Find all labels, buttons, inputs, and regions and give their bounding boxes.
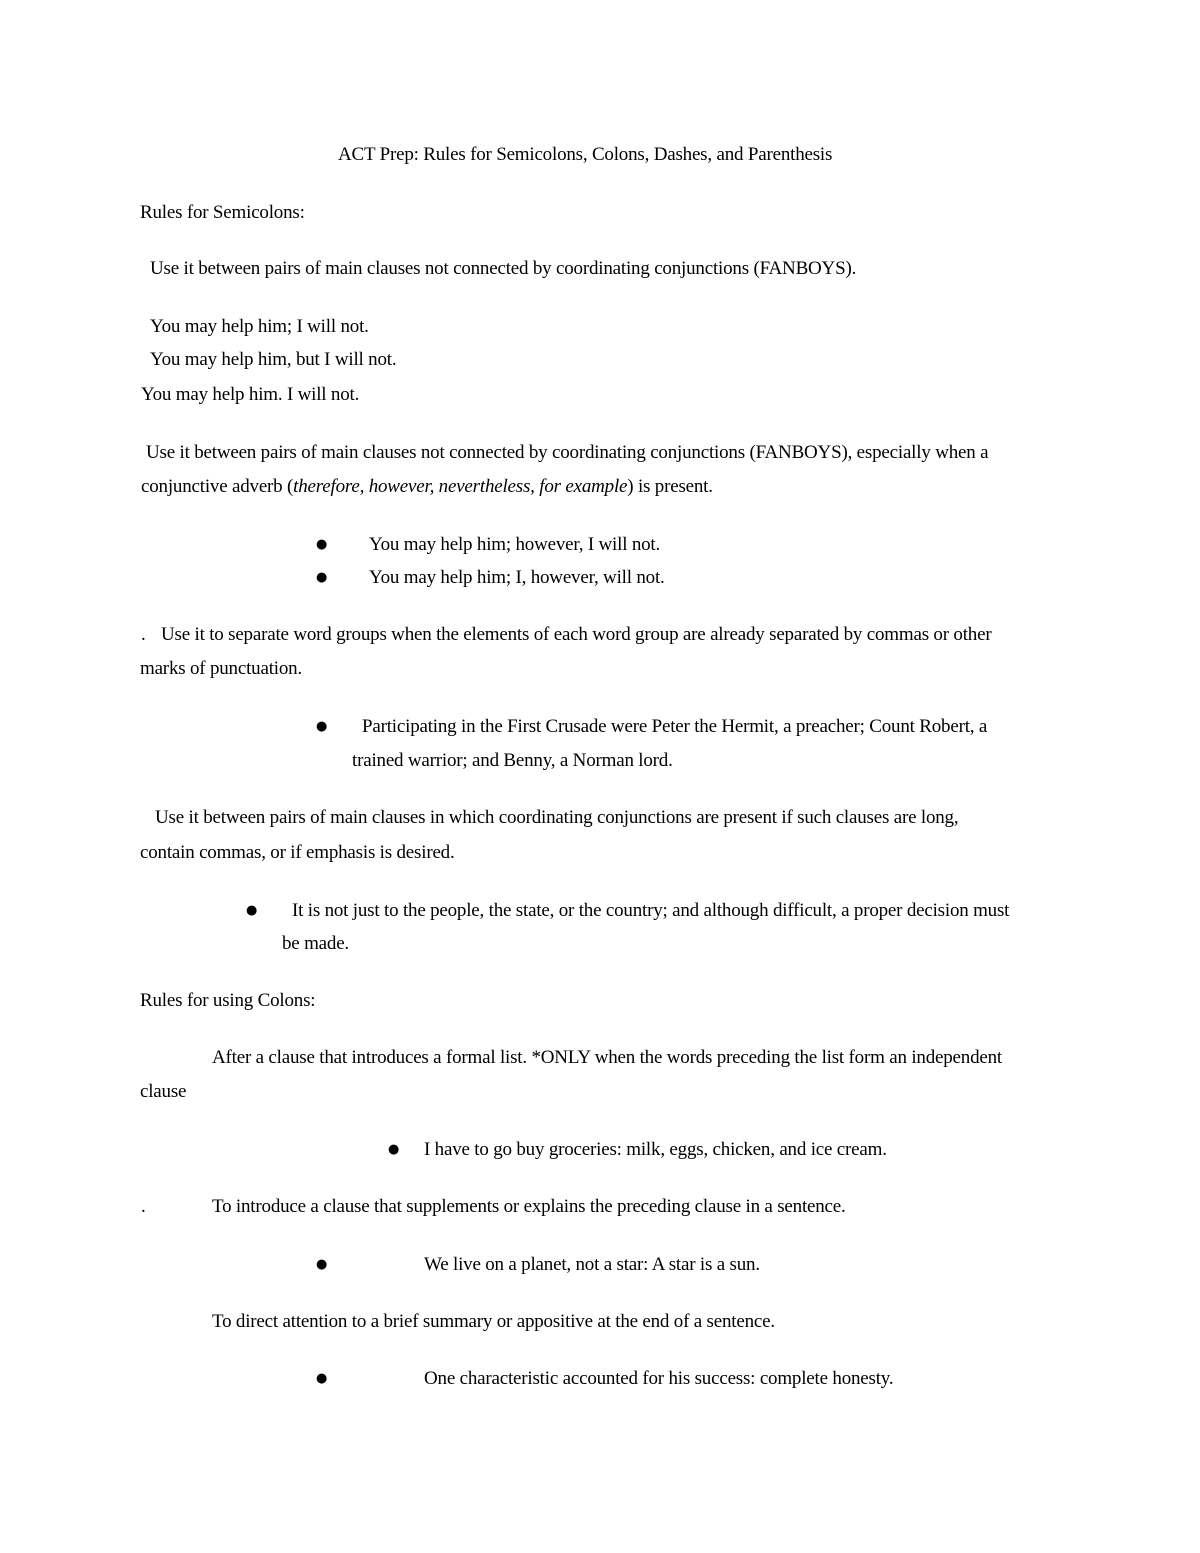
conjunctive-adverbs-italic: therefore, however, nevertheless, for example — [293, 476, 628, 497]
colon-rule-2: To introduce a clause that supplements or explains the preceding clause in a sentence. — [212, 1196, 846, 1217]
colon-rule-1-line-2: clause — [140, 1081, 187, 1102]
colons-heading: Rules for using Colons: — [140, 990, 316, 1011]
bullet-icon: ● — [388, 1142, 400, 1157]
semicolon-rule-1-example-2: You may help him, but I will not. — [150, 349, 397, 370]
semicolon-rule-3-example-line-2: trained warrior; and Benny, a Norman lord. — [352, 750, 673, 771]
semicolon-rule-2-line-2-before: conjunctive adverb ( — [141, 476, 294, 497]
semicolon-rule-3-line-2: marks of punctuation. — [140, 658, 303, 679]
bullet-icon: ● — [316, 570, 328, 585]
colon-rule-3: To direct attention to a brief summary or appositive at the end of a sentence. — [212, 1311, 775, 1332]
semicolon-rule-2-line-2 — [141, 477, 713, 496]
semicolon-rule-1-example-3: You may help him. I will not. — [141, 384, 360, 405]
semicolon-rule-3-line-1: Use it to separate word groups when the elements of each word group are already separated by commas or other — [161, 624, 992, 645]
semicolon-rule-2-example-2: You may help him; I, however, will not. — [369, 567, 665, 588]
colon-rule-3-example: One characteristic accounted for his success: complete honesty. — [424, 1368, 894, 1389]
colon-rule-1-example: I have to go buy groceries: milk, eggs, chicken, and ice cream. — [424, 1139, 887, 1160]
semicolon-rule-4-example-line-1: It is not just to the people, the state, or the country; and although difficult, a proper decision must — [292, 900, 1010, 921]
semicolon-rule-2-example-1: You may help him; however, I will not. — [369, 534, 661, 555]
semicolon-rule-4-line-1: Use it between pairs of main clauses in which coordinating conjunctions are present if such clauses are long, — [155, 807, 959, 828]
semicolon-rule-3-example-line-1: Participating in the First Crusade were Peter the Hermit, a preacher; Count Robert, a — [362, 716, 988, 737]
document-title: ACT Prep: Rules for Semicolons, Colons, Dashes, and Parenthesis — [338, 144, 833, 165]
semicolon-rule-3-marker: . — [141, 624, 146, 645]
bullet-icon: ● — [316, 537, 328, 552]
bullet-icon: ● — [316, 1371, 328, 1386]
semicolon-rule-2-line-1: Use it between pairs of main clauses not connected by coordinating conjunctions (FANBOYS), especially when a — [146, 442, 989, 463]
colon-rule-1-line-1: After a clause that introduces a formal list. *ONLY when the words preceding the list form an independent — [212, 1047, 1002, 1068]
bullet-icon: ● — [316, 719, 328, 734]
semicolons-heading: Rules for Semicolons: — [140, 202, 305, 223]
colon-rule-2-marker: . — [141, 1196, 146, 1217]
semicolon-rule-4-line-2: contain commas, or if emphasis is desired. — [140, 842, 455, 863]
bullet-icon: ● — [246, 903, 258, 918]
semicolon-rule-4-example-line-2: be made. — [282, 933, 349, 954]
semicolon-rule-2-line-2-after: ) is present. — [627, 476, 713, 497]
bullet-icon: ● — [316, 1257, 328, 1272]
colon-rule-2-example: We live on a planet, not a star: A star is a sun. — [424, 1254, 760, 1275]
semicolon-rule-1-example-1: You may help him; I will not. — [150, 316, 369, 337]
semicolon-rule-1: Use it between pairs of main clauses not connected by coordinating conjunctions (FANBOYS). — [150, 258, 857, 279]
